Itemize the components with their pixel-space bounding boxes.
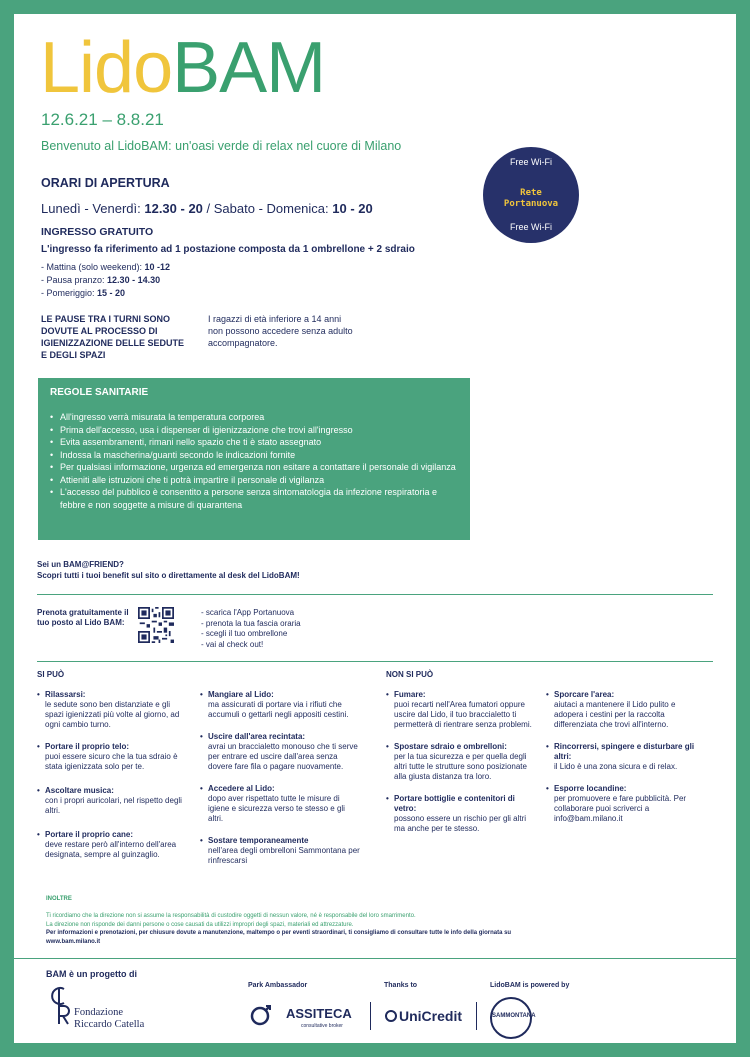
not-allowed-item: • Spostare sdraio e ombrelloni: per la tua sicurezza e per quella degli altri tutte le strutture sono posizionate alla giusta distanza tra loro. — [386, 742, 527, 781]
booking-step: - vai al check out! — [201, 639, 264, 649]
allowed-heading: SI PUÒ — [37, 670, 65, 679]
health-rule: • Indossa la mascherina/guanti secondo le indicazioni fornite — [50, 449, 460, 462]
health-rules-heading: REGOLE SANITARIE — [50, 387, 149, 398]
bam-friend-note: Sei un BAM@FRIEND? Scopri tutti i tuoi benefit sul sito o direttamente al desk del LidoBAM! — [37, 560, 300, 580]
health-rules-list — [50, 411, 460, 511]
divider — [14, 958, 736, 959]
welcome-text: Benvenuto al LidoBAM: un'oasi verde di relax nel cuore di Milano — [41, 139, 402, 153]
allowed-item: • Uscire dall'area recintata: avrai un braccialetto monouso che ti serve per entrare ed uscire dall'area senza dovere fare fila o pagare nuovamente. — [200, 732, 358, 771]
allowed-item: • Portare il proprio cane: deve restare però all'interno dell'area designata, sempre al guinzaglio. — [37, 830, 177, 859]
allowed-item: • Ascoltare musica: con i propri auricolari, nel rispetto degli altri. — [37, 786, 182, 815]
volvo-logo-icon — [250, 1004, 272, 1026]
not-allowed-item: • Rincorrersi, spingere e disturbare gli altri: il Lido è una zona sicura e di relax. — [546, 742, 695, 771]
event-dates: 12.6.21 – 8.8.21 — [41, 110, 164, 129]
pause-note: LE PAUSE TRA I TURNI SONO DOVUTE AL PROCESSO DI IGIENIZZAZIONE DELLE SEDUTE E DEGLI SPAZI — [41, 314, 185, 360]
health-rule: • Attieniti alle istruzioni che ti potrà impartire il personale di vigilanza — [50, 474, 460, 487]
wifi-badge-bottom: Free Wi-Fi — [510, 222, 552, 232]
fondazione-mark-icon — [50, 986, 70, 1026]
not-allowed-item: • Esporre locandine: per promuovere e fare pubblicità. Per collaborare puoi scriverci a info@bam.milano.it — [546, 784, 687, 823]
sammontana-logo: SAMMONTANA — [490, 997, 532, 1039]
time-slots — [41, 261, 170, 300]
booking-step: - scarica l'App Portanuova — [201, 608, 295, 617]
health-rules-box — [38, 378, 470, 540]
lidobam-logo: LidoBAM — [40, 28, 326, 108]
opening-hours-heading: ORARI DI APERTURA — [41, 176, 170, 190]
entry-description: L'ingresso fa riferimento ad 1 postazione composta da 1 ombrellone + 2 sdraio — [41, 244, 415, 255]
not-allowed-item: • Fumare: puoi recarti nell'Area fumatori oppure uscire dal Lido, il tuo braccialetto ti permetterà di rientrare senza problemi. — [386, 690, 532, 729]
time-slot: - Mattina (solo weekend): 10 -12 — [41, 262, 171, 272]
allowed-col-2 — [200, 690, 360, 866]
allowed-item: • Mangiare al Lido: ma assicurati di portare via i rifiuti che accumuli o gettarli negli appositi cestini. — [200, 690, 349, 719]
assiteca-logo: ASSITECA consultative broker — [286, 1006, 352, 1029]
allowed-col-1 — [37, 690, 189, 860]
disclaimer: Ti ricordiamo che la direzione non si assume la responsabilità di custodire oggetti di nessun valore, né è responsabile del loro smarrimento. La direzione non risponde dei danni persone o cose causati da utilizzi impropri degli spazi, materiali ed attrezzature. Per informazioni e prenotazioni, per chiusure dovute a manutenzione, maltempo o per eventi straordinari, ti consigliamo di consultare tutte le info della giornata su www.bam.milano.it — [46, 913, 512, 945]
wifi-network-line2: Portanuova — [503, 199, 559, 209]
health-rule: • Prima dell'accesso, usa i dispenser di igienizzazione che trovi all'ingresso — [50, 424, 460, 437]
opening-hours: Lunedì - Venerdì: 12.30 - 20 / Sabato - Domenica: 10 - 20 — [41, 201, 373, 216]
unicredit-logo: UniCredit — [385, 1008, 462, 1024]
wifi-badge — [483, 147, 579, 243]
project-of-label: BAM è un progetto di — [46, 969, 137, 979]
wifi-badge-top: Free Wi-Fi — [510, 157, 552, 167]
divider — [476, 1002, 477, 1030]
booking-steps — [201, 608, 301, 650]
time-slot: - Pomeriggio: 15 - 20 — [41, 288, 126, 298]
time-slot: - Pausa pranzo: 12.30 - 14.30 — [41, 275, 161, 285]
allowed-item: • Portare il proprio telo: puoi essere sicuro che la tua sdraio è stata igienizzata solo per te. — [37, 742, 178, 771]
fondazione-logo: Fondazione Riccardo Catella — [44, 986, 204, 1028]
allowed-item: • Rilassarsi: le sedute sono ben distanziate e gli spazi igienizzati più volte al giorno, ad ogni cambio turno. — [37, 690, 180, 729]
powered-by-label: LidoBAM is powered by — [490, 982, 570, 989]
health-rule: • All'ingresso verrà misurata la temperatura corporea — [50, 411, 460, 424]
divider — [37, 661, 713, 662]
free-entry-heading: INGRESSO GRATUITO — [41, 226, 154, 238]
not-allowed-item: • Portare bottiglie e contenitori di vetro: possono essere un rischio per gli altri ma anche per te stesso. — [386, 794, 527, 833]
thanks-to-label: Thanks to — [384, 982, 418, 989]
unicredit-mark-icon — [385, 1010, 397, 1022]
park-ambassador-label: Park Ambassador — [248, 982, 308, 989]
booking-step: - scegli il tuo ombrellone — [201, 629, 288, 638]
not-allowed-heading: NON SI PUÒ — [386, 670, 434, 679]
allowed-item: • Accedere al Lido: dopo aver rispettato tutte le misure di igiene e sicurezza verso te stesso e gli altri. — [200, 784, 345, 823]
minors-note: I ragazzi di età inferiore a 14 anni non possono accedere senza adulto accompagnatore. — [208, 314, 353, 348]
booking-text: Prenota gratuitamente il tuo posto al Lido BAM: — [37, 608, 129, 627]
inoltre-heading: INOLTRE — [46, 896, 72, 902]
divider — [370, 1002, 371, 1030]
health-rule: • Evita assembramenti, rimani nello spazio che ti è stato assegnato — [50, 436, 460, 449]
health-rule: • L'accesso del pubblico è consentito a persone senza sintomatologia da infezione respiratoria e febbre e non soggette a misure di quarantena — [50, 486, 460, 511]
not-allowed-col-2 — [546, 690, 706, 824]
health-rule: • Per qualsiasi informazione, urgenza ed emergenza non esitare a contattare il personale di vigilanza — [50, 461, 460, 474]
booking-step: - prenota la tua fascia oraria — [201, 618, 301, 628]
allowed-item: • Sostare temporaneamente nell'area degli ombrelloni Sammontana per rinfrescarsi — [200, 836, 360, 865]
divider — [37, 594, 713, 595]
not-allowed-col-1 — [386, 690, 538, 834]
poster — [14, 14, 736, 1043]
not-allowed-item: • Sporcare l'area: aiutaci a mantenere il Lido pulito e adopera i cestini per la raccolta differenziata che trovi all'interno. — [546, 690, 676, 729]
qr-code[interactable] — [138, 607, 174, 643]
wifi-network-line1: Rete — [520, 188, 542, 198]
